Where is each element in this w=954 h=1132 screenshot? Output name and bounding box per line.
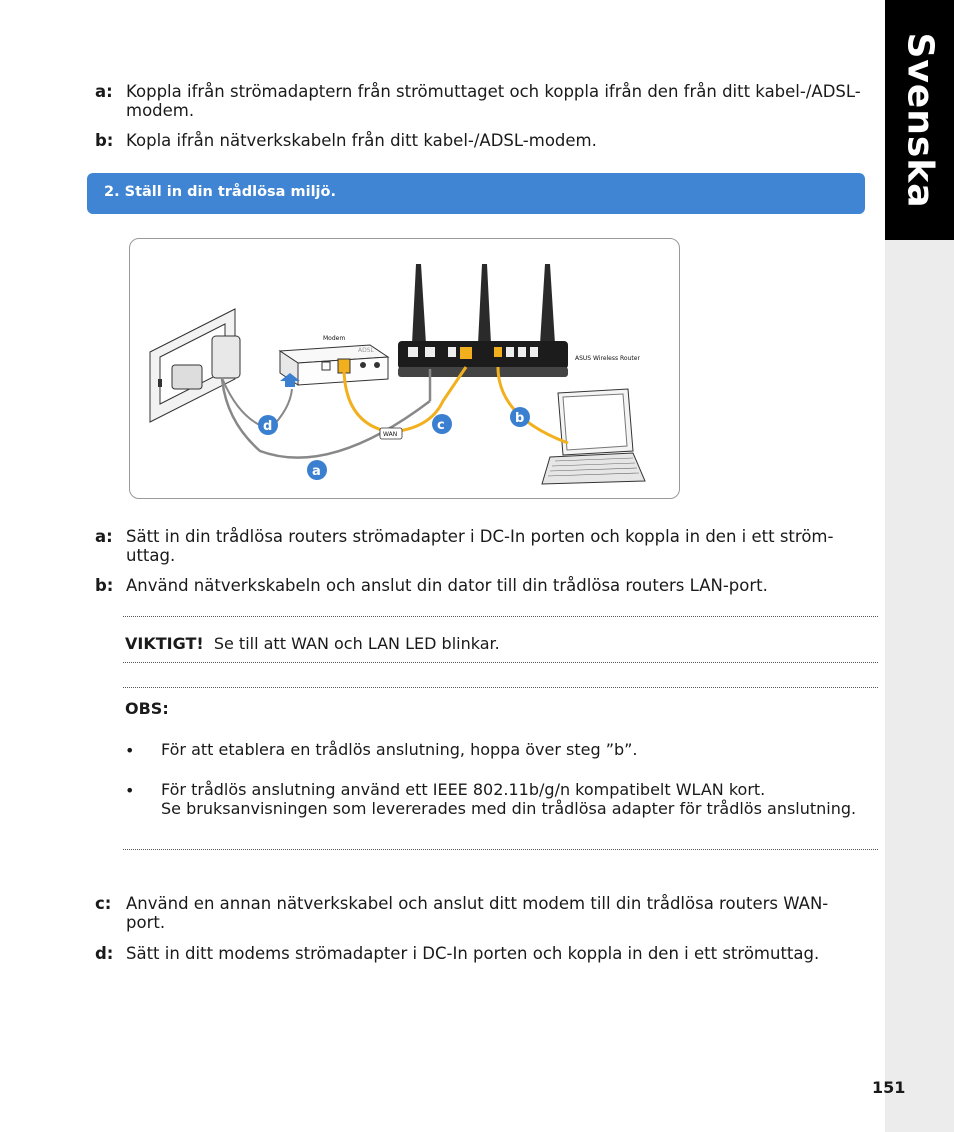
router-lan-port	[518, 347, 526, 357]
instruction-a-top	[95, 82, 865, 120]
item-label: b:	[95, 131, 114, 150]
outlet-slot	[158, 379, 162, 387]
important-text: Se till att WAN och LAN LED blinkar.	[213, 634, 500, 653]
modem-wan-port	[338, 359, 350, 373]
power-cable-a	[222, 378, 430, 458]
antenna-icon	[540, 264, 555, 344]
divider	[123, 616, 878, 617]
instruction-d	[95, 944, 865, 963]
instruction-b-top	[95, 131, 865, 150]
wan-tag-label: WAN	[383, 431, 398, 438]
router-port	[408, 347, 418, 357]
section-banner	[87, 173, 865, 214]
network-diagram	[129, 238, 680, 499]
page-number: 151	[872, 1078, 906, 1097]
item-text: Sätt in din trådlösa routers strömadapter i DC-In porten och koppla in den i ett ström-uttag.	[126, 527, 834, 565]
item-label: c:	[95, 894, 112, 913]
router-lan-port	[530, 347, 538, 357]
divider	[123, 662, 878, 663]
item-label: a:	[95, 527, 113, 546]
sidebar-language	[890, 8, 950, 233]
instruction-b	[95, 576, 865, 595]
item-text: Använd nätverkskabeln och anslut din dator till din trådlösa routers LAN-port.	[126, 576, 768, 595]
instruction-a	[95, 527, 865, 565]
important-label: VIKTIGT!	[125, 634, 204, 653]
router-lan-port	[506, 347, 514, 357]
router-label: ASUS Wireless Router	[575, 355, 640, 362]
item-text: Sätt in ditt modems strömadapter i DC-In porten och koppla in den i ett strömuttag.	[126, 944, 820, 963]
note-bullet-2-main: För trådlös anslutning använd ett IEEE 802.11b/g/n kompatibelt WLAN kort.	[161, 780, 766, 799]
divider	[123, 849, 878, 850]
marker-d-label: d	[263, 419, 273, 434]
router-base	[398, 367, 568, 377]
router-wan-port	[460, 347, 472, 359]
item-label: b:	[95, 576, 114, 595]
bullet-icon: •	[125, 781, 135, 800]
item-text: Koppla ifrån strömadaptern från strömuttaget och koppla ifrån den från ditt kabel-/ADSL-modem.	[126, 82, 861, 120]
antenna-icon	[412, 264, 426, 344]
section-title: 2. Ställ in din trådlösa miljö.	[104, 184, 336, 200]
marker-a-label: a	[312, 464, 321, 479]
lan-cable	[498, 367, 568, 443]
sidebar-strip	[885, 240, 954, 1132]
item-label: a:	[95, 82, 113, 101]
notes-label: OBS:	[125, 699, 169, 718]
modem-led	[360, 362, 366, 368]
modem-adapter-icon	[212, 336, 240, 378]
router-icon	[398, 341, 568, 369]
sidebar-language-label: Svenska	[899, 32, 941, 209]
note-bullet-2	[161, 780, 861, 818]
modem-led	[374, 362, 380, 368]
bullet-icon: •	[125, 741, 135, 760]
modem-label: Modem	[323, 335, 346, 342]
router-port	[448, 347, 456, 357]
adsl-label: ADSL	[358, 347, 374, 354]
antenna-icon	[478, 264, 491, 344]
instruction-c	[95, 894, 865, 932]
item-text: Kopla ifrån nätverkskabeln från ditt kabel-/ADSL-modem.	[126, 131, 597, 150]
divider	[123, 687, 878, 688]
note-bullet-2-extra: Se bruksanvisningen som levererades med din trådlösa adapter för trådlös anslutning.	[161, 799, 857, 818]
diagram-svg	[130, 239, 679, 498]
wall-adapter-icon	[172, 365, 202, 389]
note-bullet-1: För att etablera en trådlös anslutning, hoppa över steg ”b”.	[161, 740, 638, 759]
marker-c-label: c	[437, 418, 445, 433]
modem-port	[322, 362, 330, 370]
important-note	[125, 634, 500, 653]
marker-b-label: b	[515, 411, 525, 426]
item-text: Använd en annan nätverkskabel och anslut ditt modem till din trådlösa routers WAN-port.	[126, 894, 829, 932]
laptop-screen	[563, 394, 627, 450]
router-lan-port	[494, 347, 502, 357]
item-label: d:	[95, 944, 114, 963]
router-port	[425, 347, 435, 357]
